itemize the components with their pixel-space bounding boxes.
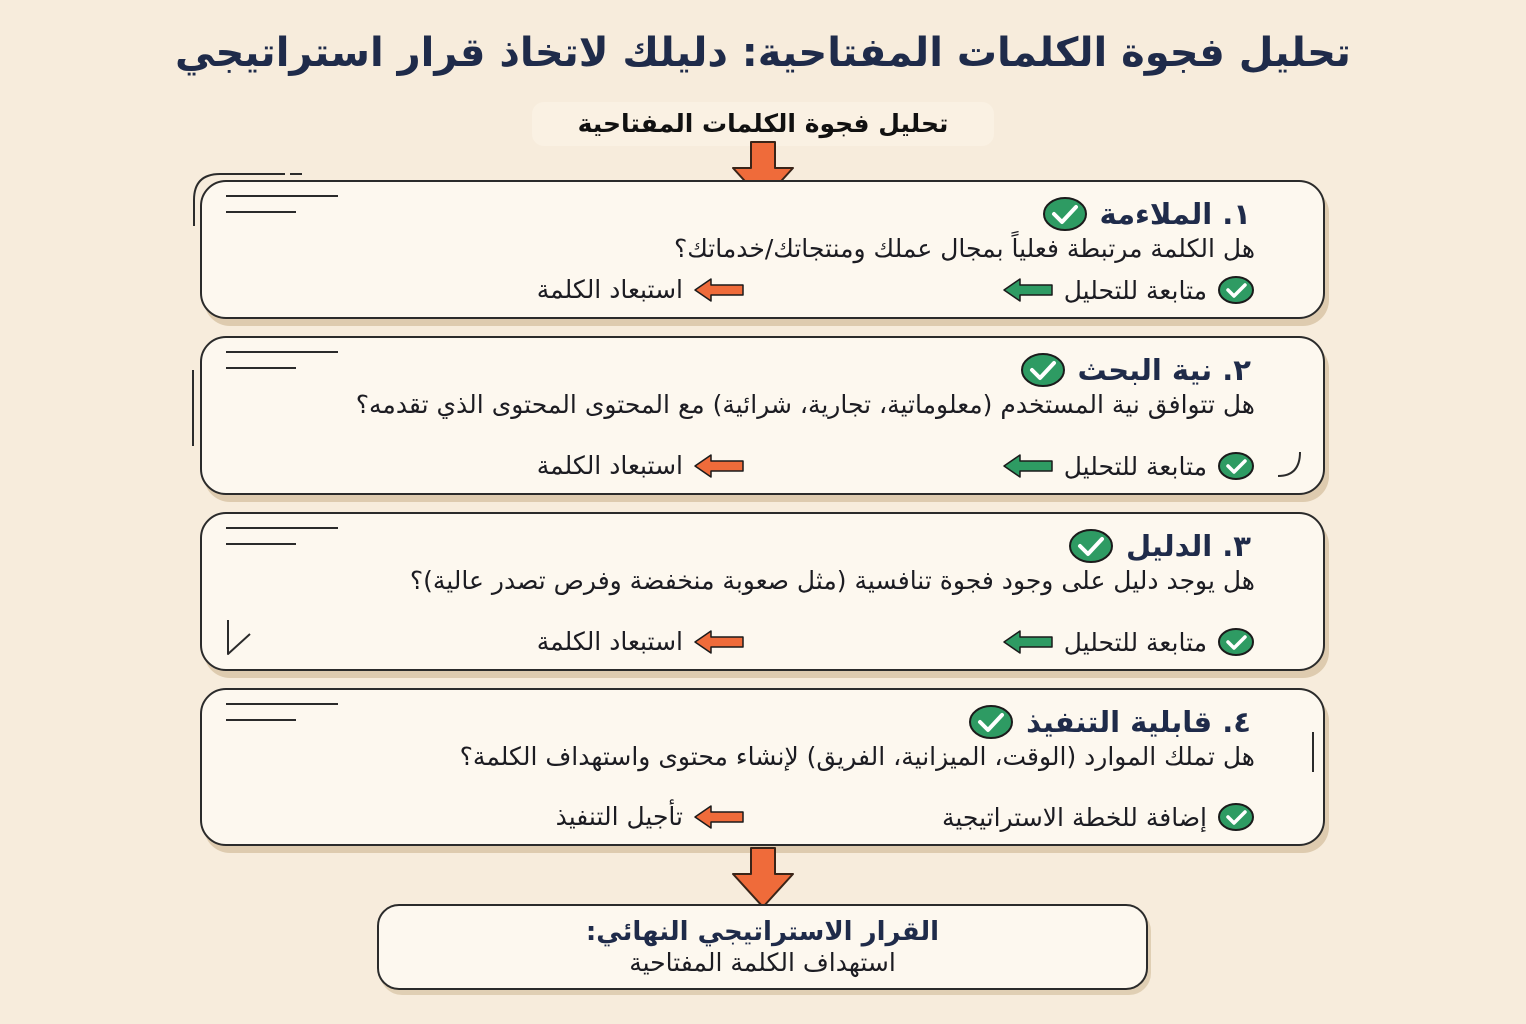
arrow-right-orange-icon <box>693 629 745 655</box>
decor-check-stroke <box>224 618 254 658</box>
check-icon <box>1217 275 1255 305</box>
step-card-relevance <box>200 180 1325 319</box>
decor-lines <box>224 698 344 728</box>
check-badge-icon <box>968 703 1014 741</box>
option-postpone <box>556 802 745 831</box>
decor-side-line <box>188 368 198 448</box>
decor-side-line <box>1308 730 1318 774</box>
down-arrow-icon <box>730 846 796 910</box>
check-icon <box>1217 802 1255 832</box>
check-badge-icon <box>1020 351 1066 389</box>
step-card-search-intent <box>200 336 1325 495</box>
step-question: هل الكلمة مرتبطة فعلياً بمجال عملك ومنتجاتك/خدماتك؟ <box>673 234 1255 263</box>
check-badge-icon <box>1068 527 1114 565</box>
decor-lines <box>224 346 344 376</box>
arrow-right-orange-icon <box>693 453 745 479</box>
option-postpone-label: تأجيل التنفيذ <box>555 802 683 831</box>
flow-start-label: تحليل فجوة الكلمات المفتاحية <box>532 102 994 146</box>
page-title: تحليل فجوة الكلمات المفتاحية: دليلك لاتخاذ قرار استراتيجي <box>175 30 1351 76</box>
decor-corner-line <box>190 170 320 230</box>
step-card-evidence <box>200 512 1325 671</box>
final-decision-box <box>377 904 1148 990</box>
step-question: هل تملك الموارد (الوقت، الميزانية، الفريق) لإنشاء محتوى واستهداف الكلمة؟ <box>459 742 1255 771</box>
step-heading <box>1068 526 1251 566</box>
arrow-right-orange-icon <box>693 277 745 303</box>
option-exclude-label: استبعاد الكلمة <box>536 451 683 480</box>
option-exclude-label: استبعاد الكلمة <box>536 627 683 656</box>
step-heading <box>1042 194 1251 234</box>
step-card-feasibility <box>200 688 1325 846</box>
step-title: ١. الملاءمة <box>1099 197 1251 231</box>
option-continue-label: متابعة للتحليل <box>1063 275 1207 305</box>
option-exclude <box>537 451 745 480</box>
option-continue-label: متابعة للتحليل <box>1063 451 1207 481</box>
step-question: هل تتوافق نية المستخدم (معلوماتية، تجارية، شرائية) مع المحتوى المحتوى الذي تقدمه؟ <box>355 390 1255 419</box>
check-badge-icon <box>1042 195 1088 233</box>
final-decision-subtitle: استهداف الكلمة المفتاحية <box>629 948 896 977</box>
option-add-to-plan <box>942 802 1255 832</box>
option-exclude-label: استبعاد الكلمة <box>536 275 683 304</box>
arrow-left-green-icon <box>1002 629 1054 655</box>
step-title: ٢. نية البحث <box>1077 353 1251 387</box>
decor-curve <box>1274 450 1304 480</box>
step-heading <box>1020 350 1252 390</box>
option-add-to-plan-label: إضافة للخطة الاستراتيجية <box>941 802 1207 832</box>
arrow-left-green-icon <box>1002 277 1054 303</box>
step-title: ٤. قابلية التنفيذ <box>1026 705 1251 739</box>
arrow-left-green-icon <box>1002 453 1054 479</box>
option-continue <box>1002 451 1255 481</box>
option-exclude <box>537 275 745 304</box>
option-continue-label: متابعة للتحليل <box>1063 627 1207 657</box>
decor-lines <box>224 522 344 552</box>
option-continue <box>1002 627 1255 657</box>
check-icon <box>1217 627 1255 657</box>
step-question: هل يوجد دليل على وجود فجوة تنافسية (مثل صعوبة منخفضة وفرص تصدر عالية)؟ <box>409 566 1255 595</box>
final-decision-title: القرار الاستراتيجي النهائي: <box>585 917 940 947</box>
option-continue <box>1002 275 1255 305</box>
step-title: ٣. الدليل <box>1125 529 1251 563</box>
step-heading <box>968 702 1251 742</box>
option-exclude <box>537 627 745 656</box>
check-icon <box>1217 451 1255 481</box>
arrow-right-orange-icon <box>693 804 745 830</box>
